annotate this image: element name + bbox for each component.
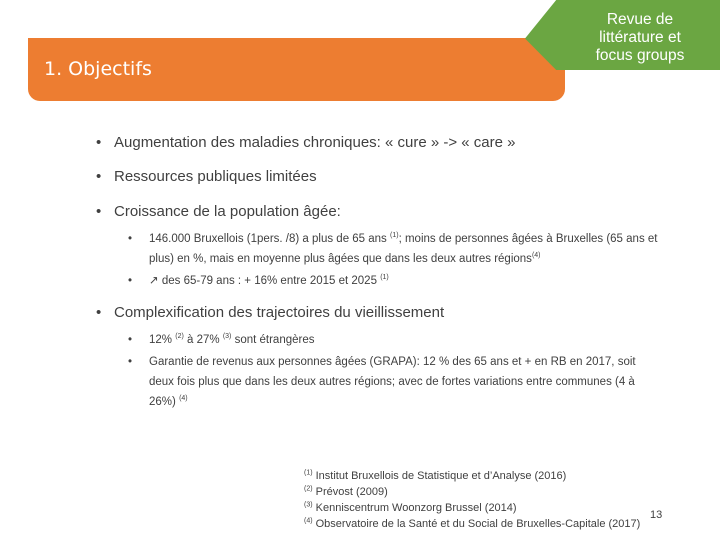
section-tag-line-2: littérature et — [599, 29, 681, 46]
ref-marker: (2) — [175, 333, 184, 341]
ref-marker: (4) — [531, 252, 541, 260]
bullet-text: Croissance de la population âgée: — [114, 203, 341, 220]
sub-bullet-text: ↗ des 65-79 ans : + 16% entre 2015 et 2025 — [149, 275, 377, 287]
bullet-text: Complexification des trajectoires du vieillissement — [114, 304, 445, 321]
ref-marker: (3) — [222, 333, 232, 341]
section-tag-line-1: Revue de — [606, 11, 674, 28]
reference-item: $^{(1)}$ Institut Bruxellois de Statistique et d’Analyse (2016) — [304, 469, 567, 482]
sub-bullet-text: à 27% — [187, 334, 220, 346]
references — [304, 468, 640, 532]
bullet-icon: • — [96, 203, 102, 220]
bullet-icon: • — [128, 275, 133, 287]
sub-bullet-text: 12% — [149, 334, 173, 346]
ref-marker: (1) — [390, 232, 399, 240]
section-tag — [560, 11, 720, 65]
section-tag-line-3: focus groups — [595, 47, 685, 64]
ref-marker: (1) — [380, 274, 389, 282]
bullet-text: Ressources publiques limitées — [114, 168, 317, 185]
bullet-icon: • — [128, 233, 133, 245]
reference-item: $^{(2)}$ Prévost (2009) — [304, 485, 388, 498]
sub-bullet-text: Garantie de revenus aux personnes âgées (GRAPA): 12 % des 65 ans et + en RB en 2017, soit deux fois plus que dans les deux autres régions; avec de fortes variations entre communes (4 à 26%) — [149, 356, 636, 408]
reference-item: $^{(4)}$ Observatoire de la Santé et du Social de Bruxelles-Capitale (2017) — [304, 517, 641, 530]
ref-marker: (4) — [179, 395, 188, 403]
reference-item: $^{(3)}$ Kenniscentrum Woonzorg Brussel (2014) — [304, 501, 517, 514]
bullet-text: Augmentation des maladies chroniques: « cure » -> « care » — [114, 134, 516, 151]
bullet-icon: • — [128, 356, 133, 368]
bullet-icon: • — [96, 168, 102, 185]
sub-bullet-text: ; moins de personnes âgées à Bruxelles (65 ans et plus) en %, mais en moyenne plus âgées que dans les deux autres régions — [149, 233, 658, 265]
bullet-icon: • — [128, 334, 133, 346]
sub-bullet-text: sont étrangères — [234, 334, 315, 346]
bullet-icon: • — [96, 134, 102, 151]
bullet-icon: • — [96, 304, 102, 321]
sub-bullet-text: 146.000 Bruxellois (1pers. /8) a plus de 65 ans — [149, 233, 387, 245]
slide-title: 1. Objectifs — [44, 58, 152, 80]
page-number: 13 — [650, 509, 663, 521]
